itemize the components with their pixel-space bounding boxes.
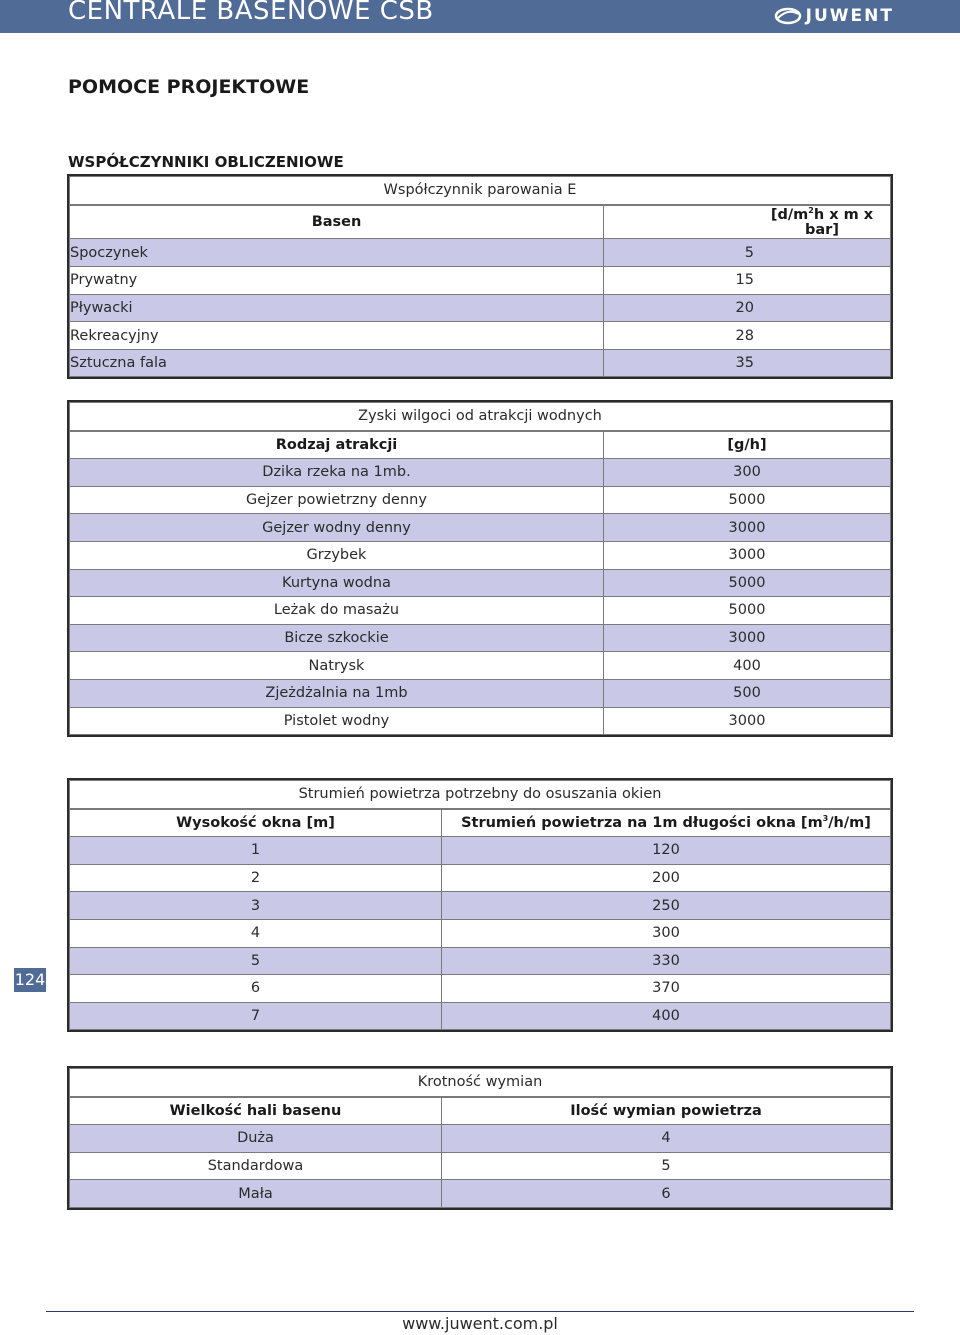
air-exchange-table [67,1066,893,1210]
table-cell: 5000 [604,486,891,514]
table-cell: 300 [604,459,891,487]
table-cell: 2 [70,864,442,892]
column-header: Rodzaj atrakcji [70,431,604,459]
table-cell: Zjeżdżalnia na 1mb [70,679,604,707]
column-header: [$d/m^2h$ x m x bar] [604,205,891,239]
table-cell: 120 [442,837,891,865]
moisture-gains-table [67,400,893,737]
table-cell: 4 [70,919,442,947]
table-cell: 35 [604,349,891,377]
table-cell: 5000 [604,569,891,597]
table-cell: 5000 [604,597,891,625]
table-cell: Kurtyna wodna [70,569,604,597]
table-cell: 28 [604,322,891,350]
section-title: WSPÓŁCZYNNIKI OBLICZENIOWE [68,153,344,171]
table-caption: Strumień powietrza potrzebny do osuszania okien [70,781,891,809]
evaporation-coefficient-table [67,174,893,379]
column-header: [g/h] [604,431,891,459]
column-header: Wysokość okna [m] [70,809,442,837]
table-cell: 3000 [604,707,891,735]
page-header [0,0,960,33]
table-cell: 3000 [604,514,891,542]
table-cell: Prywatny [70,267,604,295]
page-number: 124 [14,968,46,992]
table-cell: Gejzer wodny denny [70,514,604,542]
table-cell: 6 [442,1180,891,1208]
table-cell: 4 [442,1125,891,1153]
column-header: Wielkość hali basenu [70,1097,442,1125]
table-cell: Gejzer powietrzny denny [70,486,604,514]
table-cell: 15 [604,267,891,295]
table-cell: 300 [442,919,891,947]
footer-url[interactable]: www.juwent.com.pl [402,1314,558,1333]
juwent-swirl-icon [774,6,802,26]
column-header: Strumień powietrza na 1m długości okna $[m^3/h/m]$ [442,809,891,837]
table-cell: 3000 [604,624,891,652]
table-caption: Współczynnik parowania E [70,177,891,205]
table-cell: 1 [70,837,442,865]
table-cell: 5 [70,947,442,975]
table-cell: Dzika rzeka na 1mb. [70,459,604,487]
table-cell: 6 [70,975,442,1003]
table-cell: 3000 [604,541,891,569]
table-cell: 400 [604,652,891,680]
header-title: CENTRALE BASENOWE CSB [68,0,434,26]
logo-text: JUWENT [805,6,894,26]
column-header: Ilość wymian powietrza [442,1097,891,1125]
table-cell: Standardowa [70,1152,442,1180]
table-cell: Bicze szkockie [70,624,604,652]
table-cell: Rekreacyjny [70,322,604,350]
table-cell: 500 [604,679,891,707]
table-cell: Sztuczna fala [70,349,604,377]
table-cell: 250 [442,892,891,920]
page-title: POMOCE PROJEKTOWE [68,76,310,98]
juwent-logo [774,4,894,28]
table-cell: 5 [604,239,891,267]
table-cell: Spoczynek [70,239,604,267]
table-cell: Leżak do masażu [70,597,604,625]
table-cell: Duża [70,1125,442,1153]
table-cell: 330 [442,947,891,975]
table-cell: Pływacki [70,294,604,322]
table-caption: Zyski wilgoci od atrakcji wodnych [70,403,891,431]
table-cell: 5 [442,1152,891,1180]
column-header: Basen [70,205,604,239]
table-caption: Krotność wymian [70,1069,891,1097]
table-cell: 3 [70,892,442,920]
table-cell: Pistolet wodny [70,707,604,735]
table-cell: Grzybek [70,541,604,569]
table-cell: Mała [70,1180,442,1208]
table-cell: 400 [442,1002,891,1030]
table-cell: 7 [70,1002,442,1030]
footer-divider [46,1311,914,1312]
table-cell: Natrysk [70,652,604,680]
table-cell: 20 [604,294,891,322]
window-airflow-table [67,778,893,1032]
table-cell: 370 [442,975,891,1003]
table-cell: 200 [442,864,891,892]
